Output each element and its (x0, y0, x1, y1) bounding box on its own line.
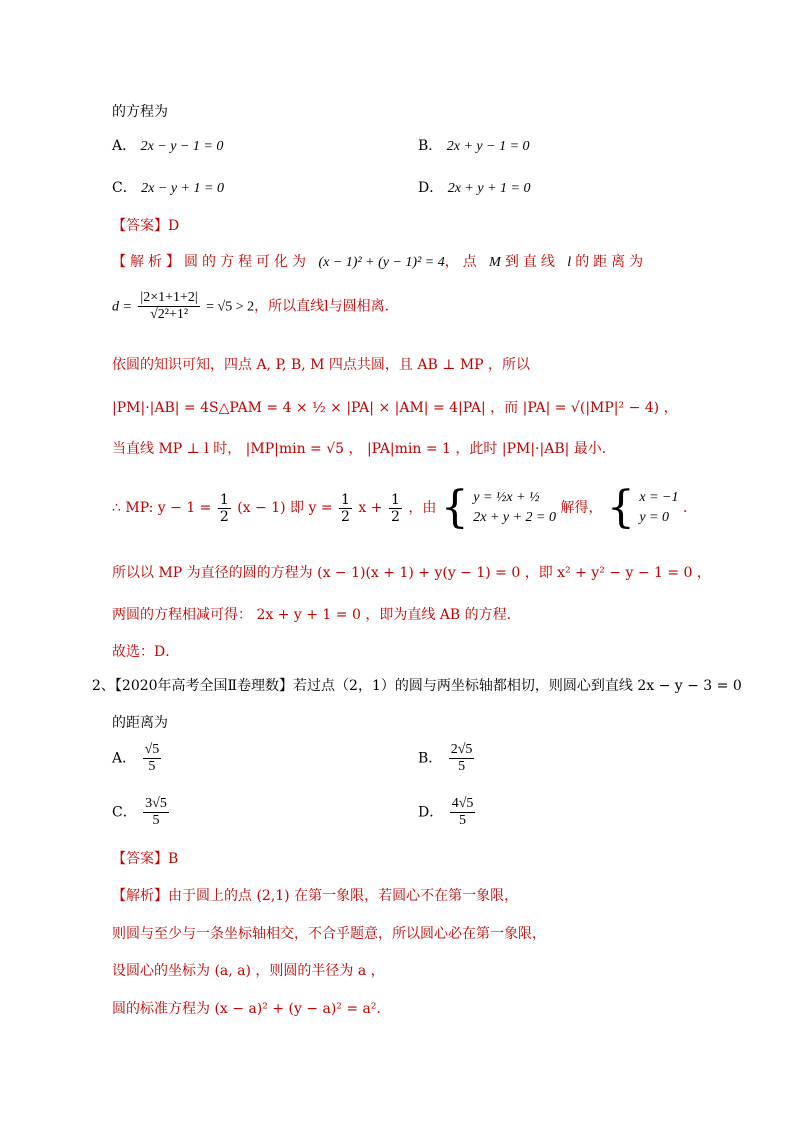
equation: x = −1 (639, 490, 679, 505)
analysis-tag: 【解析】 (112, 888, 168, 904)
answer-value: B (168, 851, 179, 867)
denominator: 5 (148, 759, 156, 774)
q2-option-a (112, 742, 163, 775)
text: 的距离为 (575, 254, 648, 270)
option-label: C． (112, 180, 137, 196)
q2-analysis-line-4: 圆的标准方程为 (x − a)² + (y − a)² = a². (112, 1001, 381, 1017)
var: l (567, 255, 576, 270)
q2-answer (112, 850, 178, 868)
option-label: B． (418, 138, 443, 154)
text: 由于圆上的点 (2,1) 在第一象限，若圆心不在第一象限， (168, 888, 519, 904)
equation: (x − 1)² + (y − 1)² = 4 (318, 255, 445, 270)
text: 到直线 (504, 254, 559, 270)
left-brace-icon: { (440, 482, 469, 533)
option-text: 2x + y + 1 = 0 (447, 181, 531, 196)
equation: y = ½x + ½ (473, 490, 540, 505)
numerator: 1 (341, 491, 350, 508)
var: M (489, 255, 505, 270)
q1-stem-tail: 的方程为 (112, 104, 168, 120)
denominator: √2²+1² (150, 307, 189, 322)
q1-analysis-line-4: |PM|·|AB| = 4S△PAM = 4 × ½ × |PA| × |AM| = 4|PA| ，而 |PA| = √(|MP|² − 4) ， (112, 400, 678, 416)
q1-answer (112, 217, 179, 235)
text: ，所以直线l与圆相离． (254, 298, 399, 315)
equation: y = 0 (639, 510, 670, 525)
numerator: 1 (390, 491, 400, 508)
half-fraction (218, 492, 231, 525)
answer-value: D (168, 218, 180, 234)
text: 解得， (560, 500, 603, 516)
denominator: 5 (458, 759, 466, 774)
numerator: 4√5 (451, 796, 474, 811)
q1-analysis-line-8: 两圆的方程相减可得： 2x + y + 1 = 0 ，即为直线 AB 的方程． (112, 607, 521, 623)
q1-analysis-line-3: 依圆的知识可知，四点 A, P, B, M 四点共圆，且 AB ⊥ MP ，所以 (112, 357, 531, 373)
q1-analysis-line-2 (112, 290, 399, 323)
left-brace-icon: { (606, 482, 635, 533)
option-label: A． (112, 750, 137, 767)
q1-analysis-line-6 (112, 482, 697, 533)
q1-analysis-line-5: 当直线 MP ⊥ l 时， |MP|min = √5 ， |PA|min = 1 ，此时 |PM|·|AB| 最小． (112, 441, 616, 457)
text: 圆的方程可化为 (184, 254, 310, 270)
option-text: 2x − y + 1 = 0 (141, 181, 224, 196)
option-label: D． (418, 180, 444, 196)
text: ，由 (408, 500, 437, 516)
q1-analysis-line-7: 所以以 MP 为直径的圆的方程为 (x − 1)(x + 1) + y(y − 1) = 0 ，即 x² + y² − y − 1 = 0 ， (112, 565, 711, 581)
answer-tag: 【答案】 (112, 851, 168, 867)
q1-option-c (112, 179, 224, 198)
text: ． (682, 500, 697, 516)
q1-option-b (418, 137, 530, 156)
q2-analysis-line-1 (112, 887, 518, 905)
q1-analysis-line-9: 故选：D． (112, 644, 180, 660)
half-fraction (389, 492, 402, 525)
denominator: 2 (390, 508, 400, 525)
text: (x − 1) 即 y = (237, 500, 338, 516)
option-text: 2x + y − 1 = 0 (446, 139, 530, 154)
option-text: 2x − y − 1 = 0 (140, 139, 224, 154)
numerator: √5 (144, 742, 160, 757)
solution-system (639, 488, 678, 528)
half-fraction (339, 492, 352, 525)
analysis-tag: 【解析】 (112, 254, 184, 270)
option-fraction (449, 742, 475, 775)
option-fraction (143, 796, 169, 829)
distance-fraction (138, 290, 199, 323)
option-label: A． (112, 138, 137, 154)
numerator: 1 (219, 491, 229, 508)
q2-analysis-line-2: 则圆与至少与一条坐标轴相交，不合乎题意，所以圆心必在第一象限， (112, 926, 546, 942)
option-label: C． (112, 804, 137, 821)
numerator: 3√5 (145, 796, 167, 811)
option-fraction (143, 742, 162, 775)
numerator: 2√5 (450, 742, 473, 757)
lhs: d = (112, 299, 132, 315)
q1-analysis-line-1 (112, 253, 647, 272)
text: ，点 (444, 254, 481, 270)
q2-analysis-line-3: 设圆心的坐标为 (a, a) ，则圆的半径为 a ， (112, 963, 385, 979)
q1-option-a (112, 137, 223, 156)
equation-system (473, 488, 556, 528)
q2-stem-line-2: 的距离为 (112, 715, 168, 731)
text: ∴ MP: y − 1 = (112, 500, 216, 516)
option-label: D． (418, 804, 444, 821)
option-fraction (450, 796, 476, 829)
answer-tag: 【答案】 (112, 218, 168, 234)
denominator: 5 (152, 813, 160, 828)
denominator: 2 (219, 508, 229, 525)
equation: 2x + y + 2 = 0 (473, 510, 557, 525)
q2-option-c (112, 796, 171, 829)
option-label: B． (418, 750, 443, 767)
rhs: = √5 > 2 (206, 299, 255, 315)
denominator: 2 (341, 508, 350, 525)
q1-option-d (418, 179, 530, 198)
q2-option-d (418, 796, 477, 829)
q2-stem-line-1: 2、【2020年高考全国Ⅱ卷理数】若过点（2，1）的圆与两坐标轴都相切，则圆心到直线 2x − y − 3 = 0 (92, 678, 742, 694)
numerator: |2×1+1+2| (140, 290, 198, 305)
text: x + (358, 500, 387, 516)
q2-option-b (418, 742, 476, 775)
denominator: 5 (459, 813, 467, 828)
